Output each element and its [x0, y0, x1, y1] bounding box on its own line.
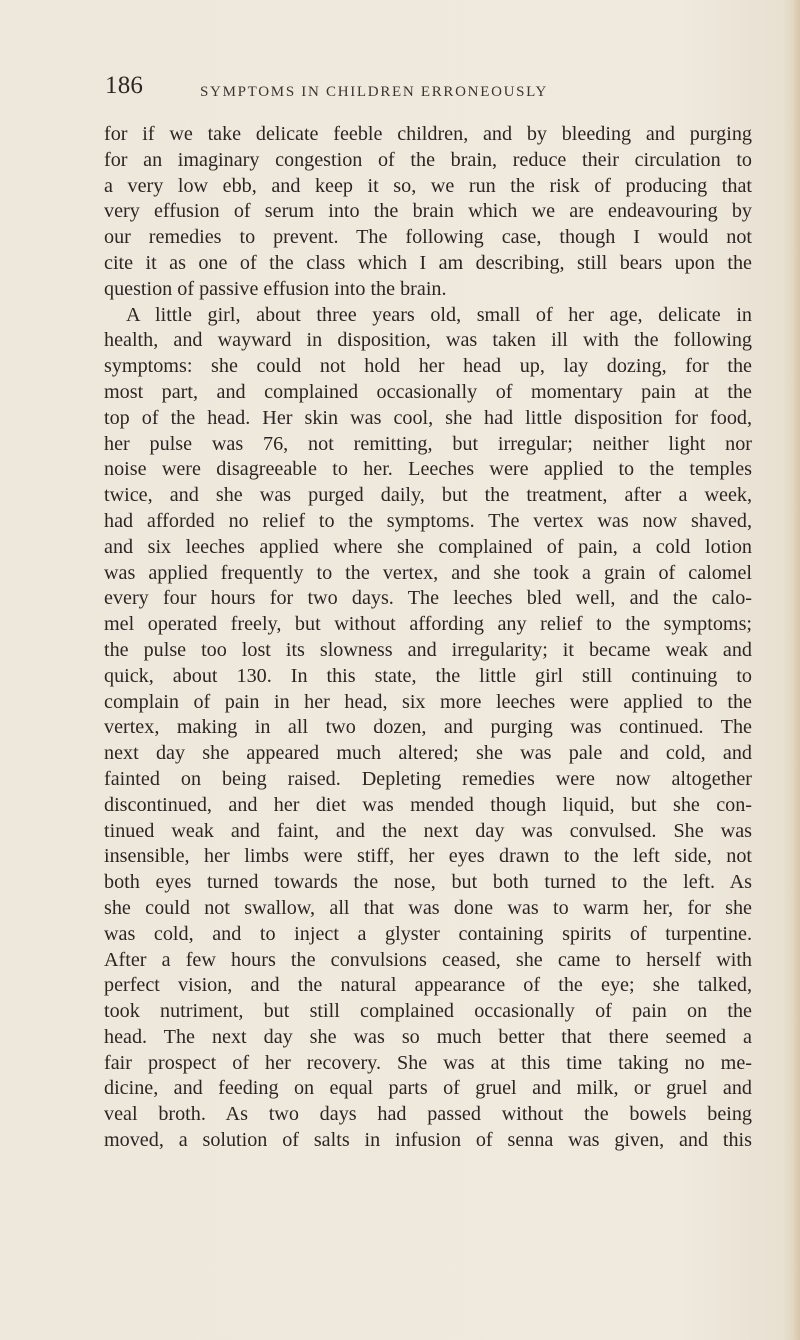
- text-line: dicine, and feeding on equal parts of gruel and milk, or gruel and: [104, 1077, 752, 1100]
- text-line: fair prospect of her recovery. She was at this time taking no me-: [104, 1051, 752, 1074]
- text-line: every four hours for two days. The leeches bled well, and the calo-: [104, 587, 752, 610]
- body-text: [104, 122, 752, 1154]
- text-line: health, and wayward in disposition, was taken ill with the following: [104, 329, 752, 352]
- text-line: our remedies to prevent. The following case, though I would not: [104, 226, 752, 249]
- page-number: 186: [105, 72, 144, 99]
- text-line: for if we take delicate feeble children, and by bleeding and purging: [104, 123, 752, 145]
- text-line: symptoms: she could not hold her head up, lay dozing, for the: [104, 355, 752, 378]
- text-line: complain of pain in her head, six more leeches were applied to the: [104, 690, 752, 713]
- text-line: perfect vision, and the natural appearance of the eye; she talked,: [104, 974, 752, 997]
- text-line: a very low ebb, and keep it so, we run the risk of producing that: [104, 174, 752, 197]
- text-line: both eyes turned towards the nose, but both turned to the left. As: [104, 871, 752, 894]
- text-line: cite it as one of the class which I am describing, still bears upon the: [104, 251, 752, 274]
- text-line: noise were disagreeable to her. Leeches were applied to the temples: [104, 458, 752, 481]
- text-line: most part, and complained occasionally of momentary pain at the: [104, 380, 752, 403]
- text-line: her pulse was 76, not remitting, but irregular; neither light nor: [104, 432, 752, 455]
- text-line: discontinued, and her diet was mended though liquid, but she con-: [104, 793, 752, 816]
- text-line: took nutriment, but still complained occasionally of pain on the: [104, 1000, 752, 1023]
- text-line: tinued weak and faint, and the next day was convulsed. She was: [104, 819, 752, 842]
- text-line: had afforded no relief to the symptoms. The vertex was now shaved,: [104, 509, 752, 532]
- text-line: she could not swallow, all that was done was to warm her, for she: [104, 896, 752, 919]
- text-line: head. The next day she was so much better that there seemed a: [104, 1025, 752, 1048]
- text-line: moved, a solution of salts in infusion of senna was given, and this: [104, 1129, 752, 1152]
- text-line: the pulse too lost its slowness and irregularity; it became weak and: [104, 638, 752, 661]
- text-line: mel operated freely, but without affording any relief to the symptoms;: [104, 613, 752, 636]
- text-line: top of the head. Her skin was cool, she had little disposition for food,: [104, 406, 752, 429]
- text-line: veal broth. As two days had passed without the bowels being: [104, 1103, 752, 1126]
- text-line: for an imaginary congestion of the brain, reduce their circulation to: [104, 148, 752, 171]
- text-line: was applied frequently to the vertex, and she took a grain of calomel: [104, 561, 752, 584]
- running-head: SYMPTOMS IN CHILDREN ERRONEOUSLY: [200, 84, 549, 100]
- text-line: insensible, her limbs were stiff, her eyes drawn to the left side, not: [104, 845, 752, 868]
- text-line: vertex, making in all two dozen, and purging was continued. The: [104, 716, 752, 739]
- text-line: After a few hours the convulsions ceased, she came to herself with: [104, 948, 752, 971]
- paragraph-end-line: question of passive effusion into the brain.: [104, 277, 447, 300]
- text-line: and six leeches applied where she complained of pain, a cold lotion: [104, 535, 752, 558]
- paragraph-start-line: A little girl, about three years old, small of her age, delicate in: [126, 303, 752, 326]
- text-line: quick, about 130. In this state, the little girl still continuing to: [104, 664, 752, 687]
- page-edge-shadow: [782, 0, 800, 1340]
- text-line: fainted on being raised. Depleting remedies were now altogether: [104, 767, 752, 790]
- text-line: was cold, and to inject a glyster containing spirits of turpentine.: [104, 922, 752, 945]
- text-line: next day she appeared much altered; she was pale and cold, and: [104, 742, 752, 765]
- text-line: twice, and she was purged daily, but the treatment, after a week,: [104, 484, 752, 507]
- text-line: very effusion of serum into the brain which we are endeavouring by: [104, 200, 752, 223]
